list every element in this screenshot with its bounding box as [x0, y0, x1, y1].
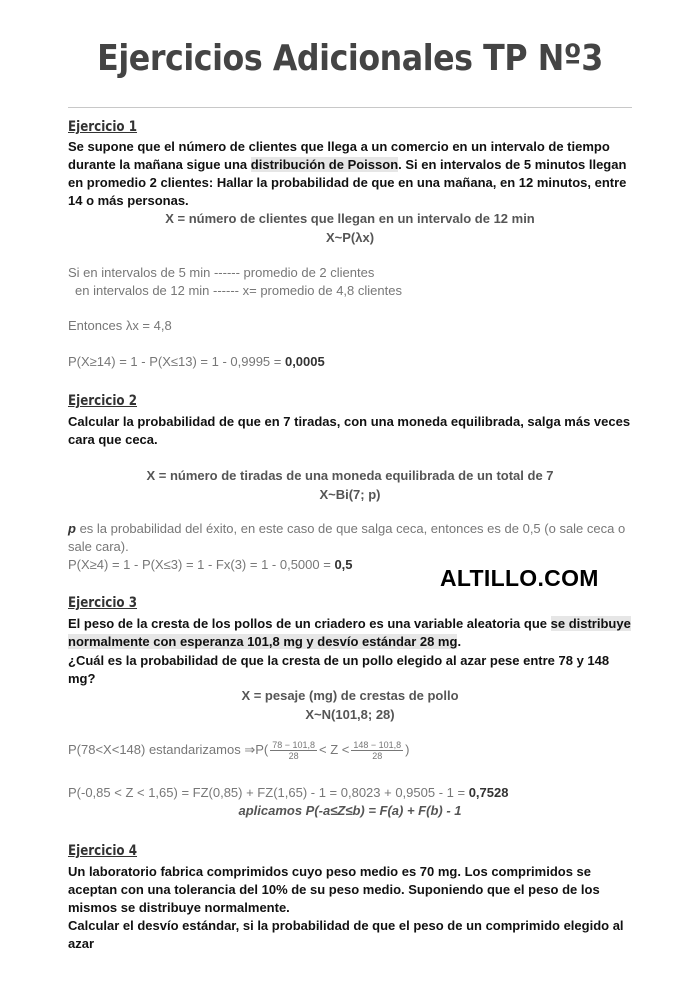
std-text: P(78<X<148) estandarizamos ⇒P(	[68, 741, 269, 757]
exercise-3-distribution: X~N(101,8; 28)	[305, 707, 395, 722]
exercise-4-statement: Un laboratorio fabrica comprimidos cuyo peso medio es 70 mg. Los comprimidos se aceptan con una tolerancia del 10% de su peso medio. Suponiendo que el peso de los mismos se distribuye normalmente.	[68, 864, 600, 915]
exercise-2-definition: X = número de tiradas de una moneda equilibrada de un total de 7	[146, 468, 554, 483]
statement-text: Se supone que el número de clientes que llega a un comercio en un intervalo de tiempo durante la mañana sigue una	[68, 139, 610, 172]
fraction-denominator: 28	[372, 751, 383, 761]
calc-text: P(-0,85 < Z < 1,65) = FZ(0,85) + FZ(1,65) - 1 = 0,8023 + 0,9505 - 1 =	[68, 785, 469, 800]
fraction-denominator: 28	[288, 751, 299, 761]
exercise-1-heading: Ejercicio 1	[68, 119, 138, 135]
exercise-2-distribution: X~Bi(7; p)	[319, 487, 381, 502]
calc-text: P(X≥14) = 1 - P(X≤13) = 1 - 0,9995 =	[68, 354, 285, 369]
exercise-3-note: aplicamos P(-a≤Z≤b) = F(a) + F(b) - 1	[238, 803, 462, 818]
exercise-3-calculation	[68, 784, 640, 802]
exercise-3-standardization	[68, 740, 640, 761]
exercise-2-statement: Calcular la probabilidad de que en 7 tiradas, con una moneda equilibrada, salga más veces cara que ceca.	[68, 414, 631, 447]
statement-text: .	[457, 634, 462, 649]
highlighted-text: distribución de Poisson	[250, 157, 399, 172]
p-symbol: p	[68, 521, 76, 536]
exercise-1-line-2: en intervalos de 12 min ------ x= promedio de 4,8 clientes	[75, 283, 402, 298]
exercise-1-calculation	[68, 353, 640, 371]
highlighted-text: se distribuye normalmente con esperanza 101,8 mg y desvío estándar 28 mg	[68, 616, 631, 649]
exercise-2-explanation	[68, 520, 640, 556]
exercise-1-line-1: Si en intervalos de 5 min ------ promedio de 2 clientes	[68, 265, 375, 280]
exercise-1-lambda: Entonces λx = 4,8	[68, 318, 172, 333]
fraction-numerator: 148 − 101,8	[353, 740, 402, 750]
exercise-3-statement	[68, 615, 640, 651]
exercise-3-heading: Ejercicio 3	[68, 595, 138, 611]
page-title: Ejercicios Adicionales TP Nº3	[97, 38, 603, 79]
std-text: )	[405, 741, 410, 757]
result-value: 0,7528	[468, 785, 509, 800]
fraction-upper	[351, 740, 403, 761]
result-value: 0,0005	[284, 354, 325, 369]
statement-text: El peso de la cresta de los pollos de un criadero es una variable aleatoria que	[68, 616, 551, 631]
exercise-1-definition: X = número de clientes que llegan en un intervalo de 12 min	[165, 211, 535, 226]
statement-text: . Si en intervalos de 5 minutos llegan en promedio 2 clientes: Hallar la probabilidad de que en una mañana, en 12 minutos, entre 14 o más personas.	[68, 157, 627, 208]
exercise-4-heading: Ejercicio 4	[68, 843, 138, 859]
calc-text: P(X≥4) = 1 - P(X≤3) = 1 - Fx(3) = 1 - 0,5000 =	[68, 557, 335, 572]
title-divider	[68, 107, 632, 108]
std-text: < Z <	[319, 741, 350, 757]
result-value: 0,5	[334, 557, 353, 572]
exercise-2-heading: Ejercicio 2	[68, 393, 138, 409]
exercise-3-question: ¿Cuál es la probabilidad de que la cresta de un pollo elegido al azar pese entre 78 y 148 mg?	[68, 653, 610, 686]
explanation-text: es la probabilidad del éxito, en este caso de que salga ceca, entonces es de 0,5 (o sale ceca o sale cara).	[68, 521, 626, 554]
exercise-1-statement	[68, 138, 640, 210]
exercise-4-statement-2: Calcular el desvío estándar, si la probabilidad de que el peso de un comprimido elegido al azar	[68, 918, 624, 951]
fraction-numerator: 78 − 101,8	[272, 740, 316, 750]
exercise-1-distribution: X~P(λx)	[325, 230, 375, 245]
altillo-watermark: ALTILLO.COM	[440, 565, 599, 591]
fraction-lower	[270, 740, 317, 761]
exercise-3-definition: X = pesaje (mg) de crestas de pollo	[241, 688, 459, 703]
